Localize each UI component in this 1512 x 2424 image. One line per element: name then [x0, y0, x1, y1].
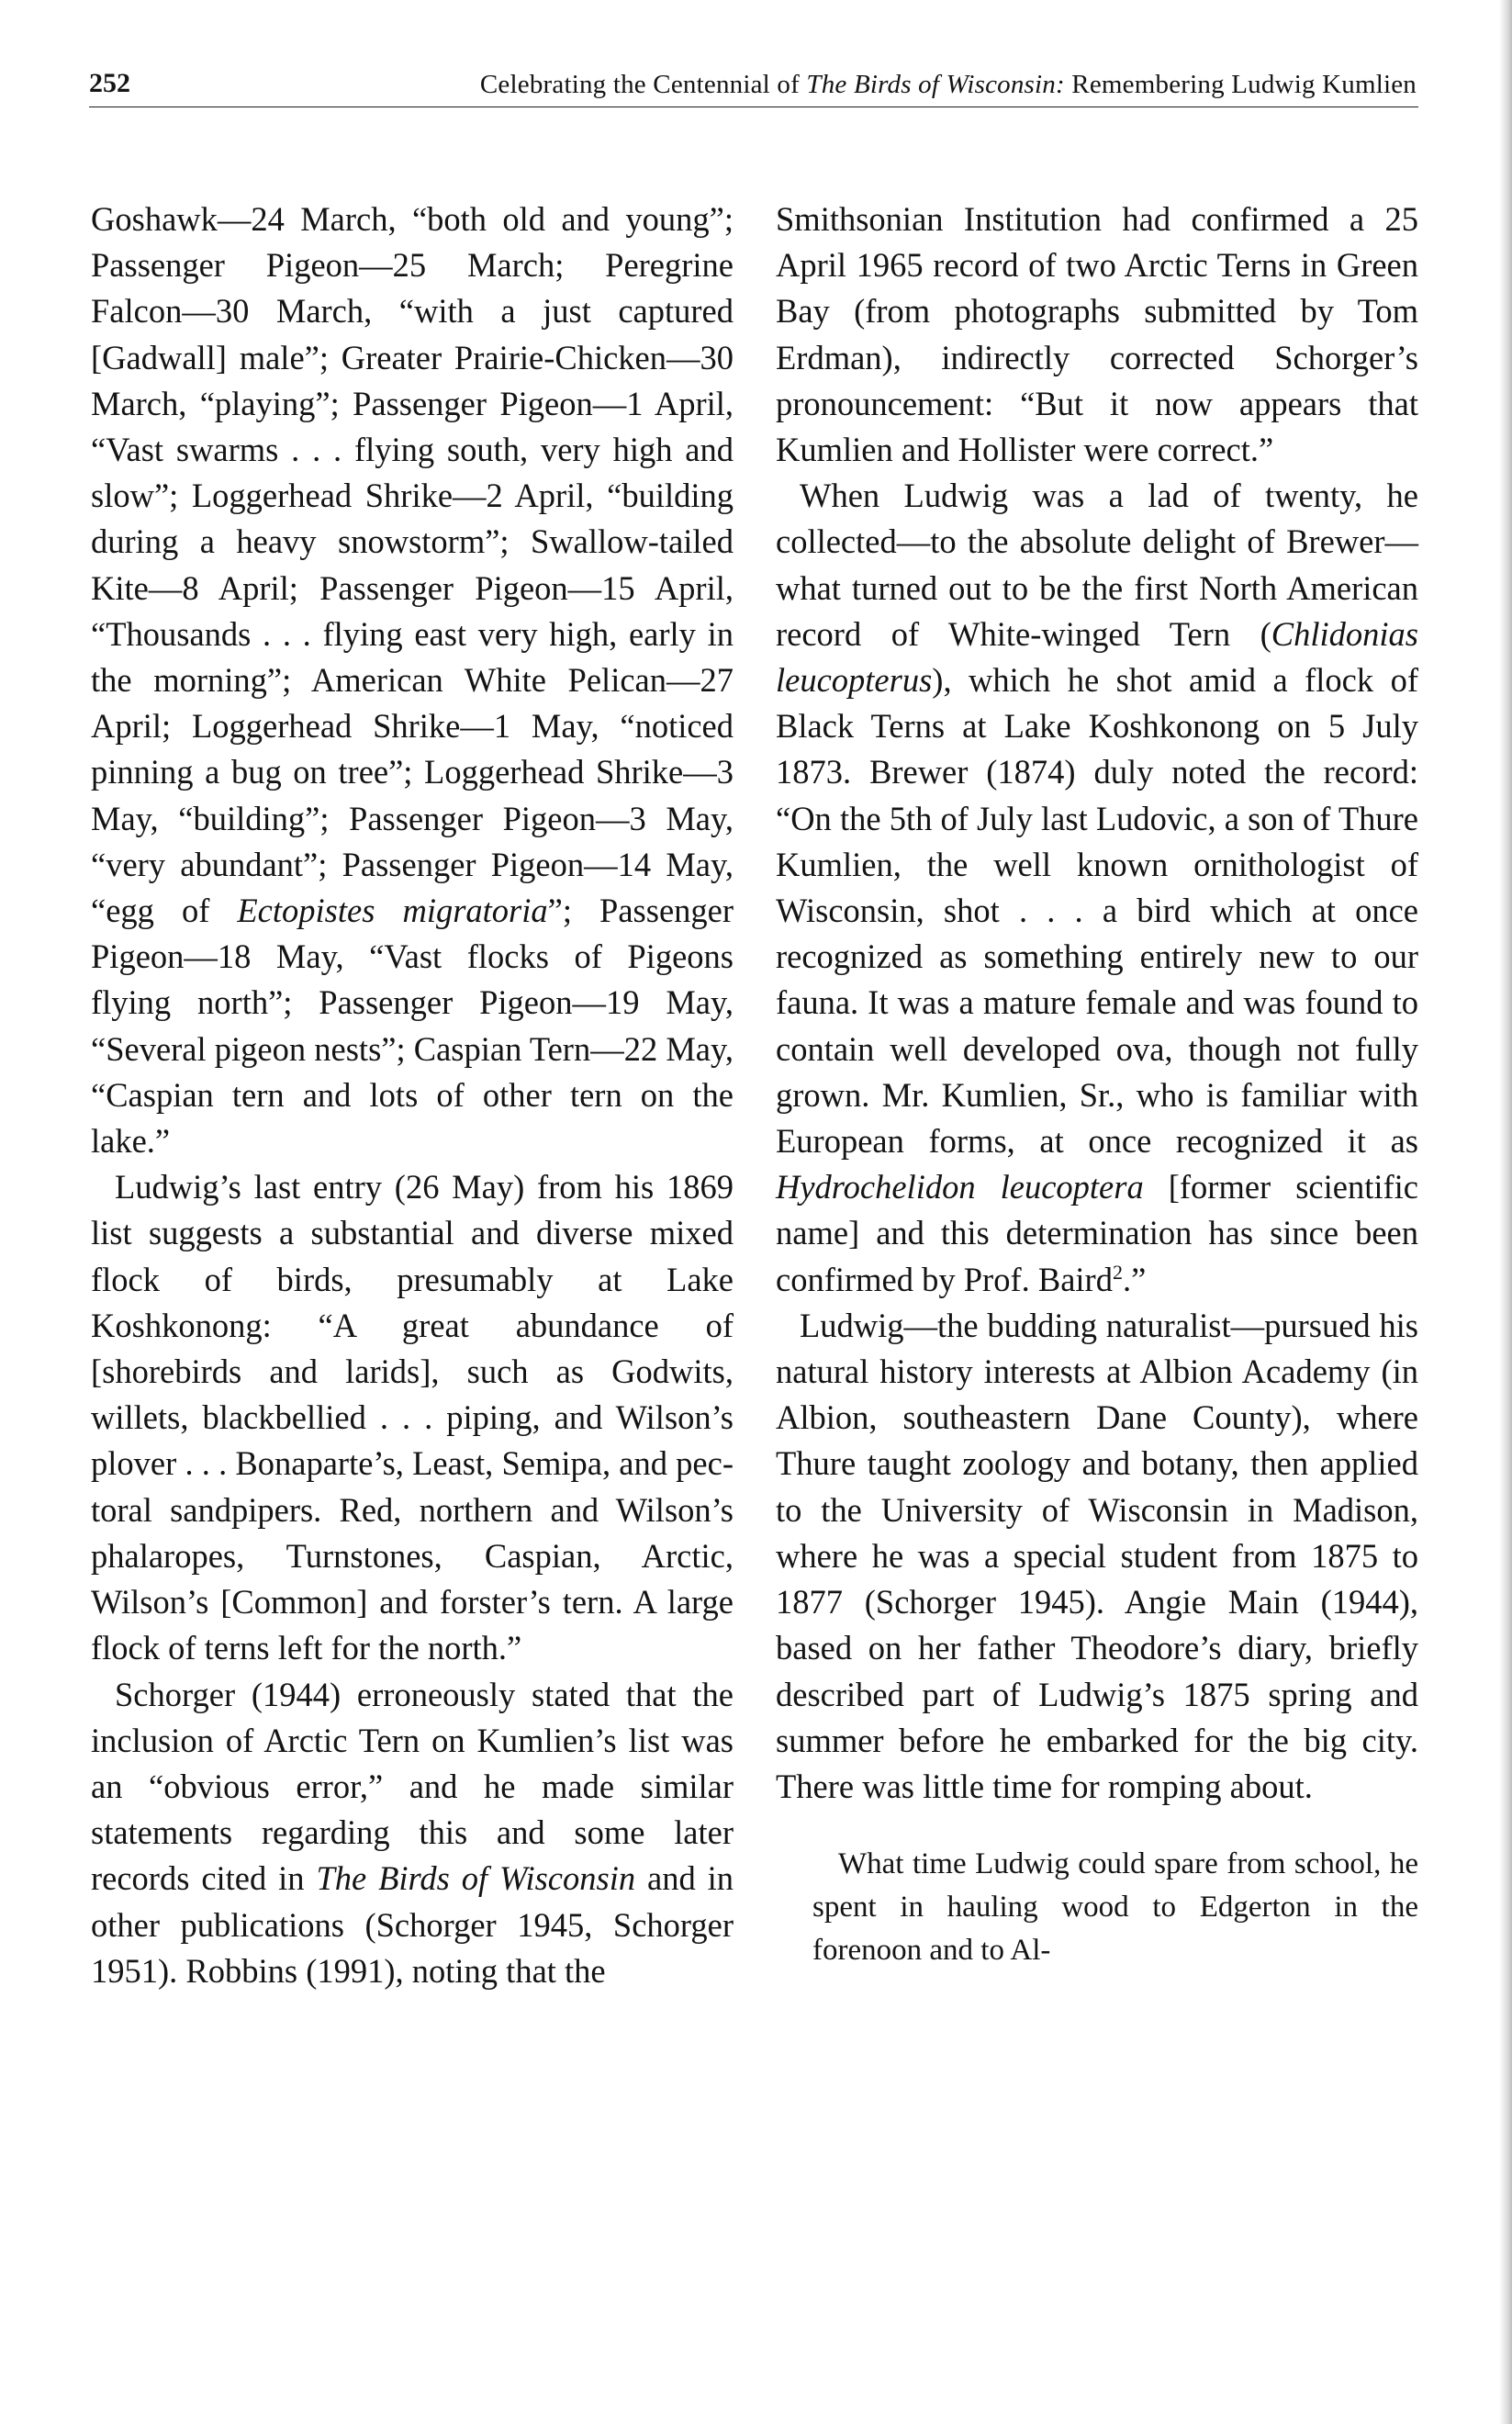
- paragraph-albion-academy: Ludwig—the budding naturalist—pursued his natural history interests at Albion Academy (in Albion, southeastern Dane County), where Thure taught zoology and botany, then applied to the University of Wisconsin in Madison, where he was a special student from 1875 to 1877 (Schorger 1945). Angie Main (1944), based on her father Theodore’s diary, briefly described part of Ludwig’s 1875 spring and summer before he embarked for the big city. There was little time for romping about.: [776, 1306, 1418, 1805]
- book-title: The Birds of Wisconsin: [316, 1859, 636, 1898]
- species-name: Chlidonias leucopterus: [776, 614, 1418, 700]
- text-run: ”; Passenger Pigeon—18 May, “Vast flocks of Pigeons flying north”; Passenger Pigeon—19 May, “Several pigeon nests”; Caspian Tern—22 May, “Caspian tern and lots of other tern on the lake.”: [91, 892, 734, 1161]
- block-quote: What time Ludwig could spare from school, he spent in hauling wood to Edgerton in the forenoon and to Al-: [812, 1847, 1418, 1968]
- paragraph-schorger: [91, 1672, 734, 1994]
- right-column: [776, 196, 1418, 1972]
- left-column: [91, 196, 734, 1994]
- running-head: [480, 70, 1417, 100]
- species-name: Hydrochelidon leucoptera: [776, 1168, 1144, 1206]
- running-head-book-title: The Birds of Wisconsin:: [806, 70, 1065, 99]
- text-run: and in other publications (Schorger 1945, Schorger 1951). Robbins (1991), noting that the: [91, 1859, 734, 1990]
- text-run: .”: [1122, 1260, 1147, 1298]
- scan-edge-shadow: [1499, 0, 1512, 2424]
- text-run: ), which he shot amid a flock of Black Terns at Lake Koshkonong on 5 July 1873. Brewer (1874) duly noted the record: “On the 5th of July last Ludovic, a son of Thure Kumlien, the well known ornithologist of Wisconsin, shot . . . a bird which at once recognized as something entirely new to our fauna. It was a mature female and was found to contain well developed ova, though not fully grown. Mr. Kumlien, Sr., who is familiar with European forms, at once recognized it as: [776, 661, 1418, 1161]
- text-run: Schorger (1944) erroneously stated that the inclusion of Arctic Tern on Kumlien’s list was an “obvious error,” and he made similar statements regarding this and some later records cited in: [91, 1675, 734, 1898]
- paragraph-last-entry: Ludwig’s last entry (26 May) from his 1869 list suggests a substantial and diverse mixed flock of birds, presumably at Lake Koshkonong: “A great abundance of [shorebirds and larids], such as Godwits, willets, blackbellied . . . piping, and Wilson’s plover . . . Bonaparte’s, Least, Semipa, and pectoral sandpipers. Red, northern and Wilson’s phalaropes, Turnstones, Caspian, Arctic, Wilson’s [Common] and forster’s tern. A large flock of terns left for the north.”: [91, 1168, 734, 1667]
- species-name: Ectopistes migratoria: [237, 892, 548, 930]
- paragraph-white-winged-tern: [776, 473, 1418, 1303]
- running-head-suffix: Remembering Ludwig Kumlien: [1064, 70, 1417, 99]
- text-run: When Ludwig was a lad of twenty, he collected—to the absolute delight of Brewer—what turned out to be the first North American record of White-winged Tern (: [776, 477, 1418, 653]
- running-head-prefix: Celebrating the Centennial of: [479, 70, 807, 99]
- page-number: 252: [89, 68, 130, 98]
- paragraph-sighting-records: [91, 196, 734, 1164]
- text-run: [former scientific name] and this determination has since been confirmed by Prof. Baird: [776, 1168, 1419, 1298]
- paragraph-smithsonian: Smithsonian Institution had confirmed a 25 April 1965 record of two Arctic Terns in Green Bay (from photographs submitted by Tom Erdman), indirectly corrected Schorger’s pronouncement: “But it now appears that Kumlien and Hollister were correct.”: [776, 200, 1418, 469]
- footnote-marker: 2: [1112, 1260, 1123, 1284]
- text-run: Goshawk—24 March, “both old and young”; Passenger Pigeon—25 March; Peregrine Falcon—30 March, “with a just captured [Gadwall] male”; Greater Prairie-Chicken—30 March, “playing”; Passenger Pigeon—1 April, “Vast swarms . . . flying south, very high and slow”; Loggerhead Shrike—2 April, “building during a heavy snowstorm”; Swallow-tailed Kite—8 April; Passenger Pigeon—15 April, “Thousands . . . flying east very high, early in the morning”; American White Pelican—27 April; Loggerhead Shrike—1 May, “noticed pinning a bug on tree”; Loggerhead Shrike—3 May, “building”; Passenger Pigeon—3 May, “very abundant”; Passenger Pigeon—14 May, “egg of: [91, 200, 734, 930]
- page-header: [89, 64, 1418, 107]
